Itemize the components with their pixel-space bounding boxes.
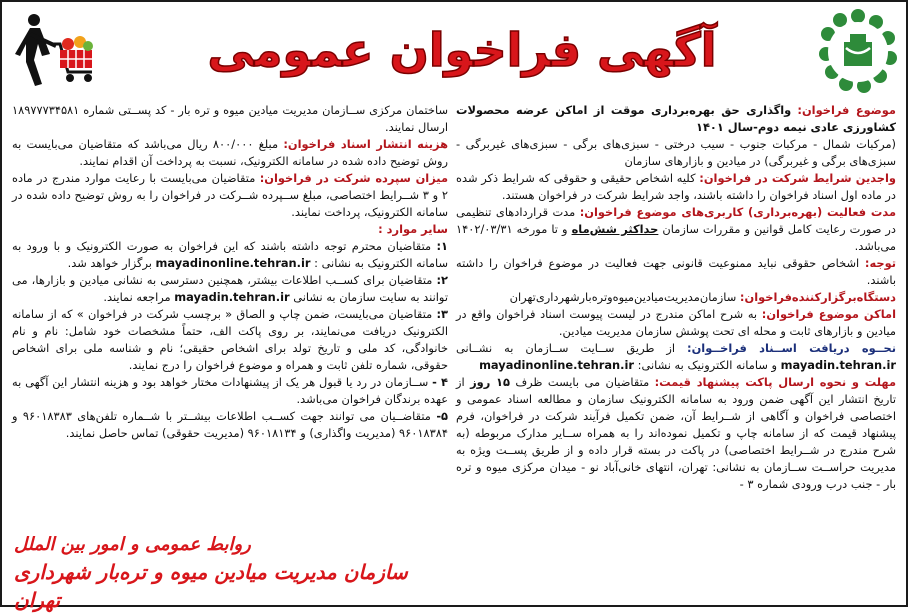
duration-label: مدت فعالیت (بهره‌برداری) کاربری‌های موضوع فراخوان: (579, 205, 896, 219)
deadline-days: ۱۵ روز (470, 375, 510, 389)
note-text: اشخاص حقوقی نباید ممنوعیت قانونی جهت فعالیت در موضوع فراخوان را داشته باشند. (456, 256, 896, 287)
item-4-text: ســازمان در رد یا قبول هر یک از پیشنهادات مختار خواهد بود و هزینه انتشار این آگهی به عهده برندگان فراخوان می‌باشد. (12, 375, 448, 406)
deadline-text-b: از تاریخ انتشار این آگهی ضمن ورود به سامانه الکترونیک سازمان و مطالعه اسناد عمومی و اختصاصی فراخوان و آگاهی از شــرایط آن، ضمن تکمیل فرآیند شرکت در فراخوان، فرم پیشنهاد قیمت که از سامانه چاپ و تکمیل نموده‌اند را به همراه ســایر مدارک مربوطه (به شرح مندرج در شــرایط اختصاصی) در پاکت در بسته قرار داده و از طریق پســت ویژه به مدیریت حراســت ســازمان به نشانی: تهران، انتهای خانی‌آباد نو - میدان مرکزی میوه و تره بار - جنب درب ورودی شماره ۳ - (456, 375, 896, 491)
right-column (456, 102, 896, 493)
item-number: ۵- (436, 409, 448, 423)
deposit-text: متقاضیان می‌بایست با رعایت موارد مندرج در ماده ۲ و ۳ شــرایط اختصاصی، مبلغ ســپرده شــرکت در فراخوان را به روش توضیح داده شده در سامانه الکترونیک، پرداخت نمایند. (12, 171, 448, 219)
body-columns (2, 102, 906, 612)
subject-title: واگذاری حق بهره‌برداری موقت از اماکن عرضه محصولات کشاورزی عادی نیمه دوم-سال ۱۴۰۱ (456, 103, 896, 134)
note-paragraph (456, 255, 896, 289)
documents-paragraph (456, 340, 896, 374)
item-1-text-a: متقاضیان محترم توجه داشته باشند که این فراخوان به صورت الکترونیک و با ورود به سامانه الکترونیک به نشانی : (12, 239, 448, 270)
other-item-2 (12, 272, 448, 306)
item-number: ۲: (436, 273, 448, 287)
online-portal-link[interactable]: mayadinonline.tehran.ir (479, 358, 634, 372)
other-items-heading: سایر موارد : (378, 222, 448, 236)
deadline-label: مهلت و نحوه ارسال پاکت پیشنهاد قیمت: (654, 375, 897, 389)
other-item-3 (12, 306, 448, 374)
eligibility-text: کلیه اشخاص حقیقی و حقوقی که شرایط ذکر شده در ماده اول اسناد فراخوان را داشته باشند، واجد شرایط شرکت در فراخوان هستند. (456, 171, 896, 202)
address-continuation: ساختمان مرکزی ســازمان مدیریت میادین میوه و تره بار - کد پســتی شماره ۱۸۹۷۷۷۳۴۵۸۱ ارسال نمایند. (12, 103, 448, 134)
deadline-paragraph (456, 374, 896, 493)
item-number: ۳: (436, 307, 448, 321)
subject-label: موضوع فراخوان: (797, 103, 896, 117)
signature-block (14, 532, 446, 614)
fee-label: هزینه انتشار اسناد فراخوان: (283, 137, 448, 151)
locations-text: به شرح اماکن مندرج در لیست پیوست اسناد فراخوان واقع در میادین و بازارهای ثابت و محله ای تحت پوشش سازمان مدیریت میادین. (456, 307, 896, 338)
fee-text: مبلغ ۸۰۰/۰۰۰ ریال می‌باشد که متقاضیان می‌بایست به روش توضیح داده شده در سامانه الکترونیک، نسبت به پرداخت آن اقدام نمایند. (12, 137, 448, 168)
fee-paragraph (12, 136, 448, 170)
documents-label: نحــوه دریافت اســناد فراخــوان: (687, 341, 896, 355)
deposit-paragraph (12, 170, 448, 221)
tehran-municipality-emblem-icon (818, 8, 898, 96)
item-number: ۴ - (432, 375, 448, 389)
deadline-text-a: متقاضیان می بایست ظرف (515, 375, 650, 389)
header (2, 2, 906, 102)
item-5-text: متقاضــیان می توانند جهت کســب اطلاعات بیشــتر با شــماره تلفن‌های ۹۶۰۱۸۳۸۳ و ۹۶۰۱۸۳۸۴ (مدیریت واگذاری) و ۹۶۰۱۸۱۳۴ (مدیریت حقوقی) تماس حاصل نمایند. (12, 409, 448, 440)
item-3-text: متقاضیان می‌بایست، ضمن چاپ و الصاق « برچسب شرکت در فراخوان » که از سامانه الکترونیک دریافت می‌نمایند، بر روی پاکت الف، حتماً مشخصات خود شامل: نام و نام خانوادگی، کد ملی و تاریخ تولد برای اشخاص حقیقی؛ نام و شناسه ملی برای اشخاص حقوقی، شماره تلفن ثابت و همراه و موضوع فراخوان را درج نمایند. (12, 307, 448, 372)
other-item-5 (12, 408, 448, 442)
eligibility-paragraph (456, 170, 896, 204)
organizer-paragraph (456, 289, 896, 306)
left-column (12, 102, 448, 442)
subject-detail: (مرکبات شمال - مرکبات جنوب - سیب درختی - سبزی‌های برگی - سبزی‌های غیربرگی - سبزی‌های برگی و غیربرگی) در میادین و بازارهای سازمان (456, 137, 896, 168)
eligibility-label: واجدین شرایط شرکت در فراخوان: (699, 171, 896, 185)
item-number: ۱: (436, 239, 448, 253)
online-portal-link-2[interactable]: mayadinonline.tehran.ir (155, 256, 311, 270)
locations-paragraph (456, 306, 896, 340)
duration-text-a: مدت قراردادهای تنظیمی در صورت رعایت کامل قوانین و مقررات سازمان (456, 205, 897, 236)
page-title: آگهی فراخوان عمومی (207, 23, 717, 77)
documents-text-a: از طریق ســایت ســازمان به نشــانی (456, 341, 676, 355)
note-label: توجه: (864, 256, 897, 270)
other-item-4 (12, 374, 448, 408)
item-2-text-a: متقاضیان برای کســب اطلاعات بیشتر، همچنین دسترسی به نشانی میادین و بازارها، می توانند به سایت سازمان به نشانی (12, 273, 448, 304)
organizer-text: سازمان‌مدیریت‌میادین‌میوه‌وتره‌بارشهرداری‌تهران (509, 290, 737, 304)
item-1-text-b: برگزار خواهد شد. (67, 256, 152, 270)
locations-label: اماکن موضوع فراخوان: (761, 307, 897, 321)
site-link-2[interactable]: mayadin.tehran.ir (174, 290, 290, 304)
deposit-label: میزان سپرده شرکت در فراخوان: (259, 171, 448, 185)
duration-text-b: و تا مورخه ۱۴۰۲/۰۳/۳۱ می‌باشد. (456, 222, 896, 253)
documents-text-b: و سامانه الکترونیک به نشانی: (637, 358, 778, 372)
signature-department: روابط عمومی و امور بین الملل (14, 534, 251, 555)
subject-paragraph (456, 102, 896, 136)
organizer-label: دستگاه‌برگزارکننده‌فراخوان: (739, 290, 896, 304)
duration-paragraph (456, 204, 896, 255)
site-link[interactable]: mayadin.tehran.ir (780, 358, 896, 372)
duration-max: حداکثر شش‌ماه (571, 222, 659, 236)
signature-organization: سازمان مدیریت میادین میوه و تره‌بار شهرداری تهران (14, 560, 408, 612)
other-item-1 (12, 238, 448, 272)
item-2-text-b: مراجعه نمایند. (103, 290, 171, 304)
person-pushing-shopping-cart-icon (12, 10, 100, 92)
